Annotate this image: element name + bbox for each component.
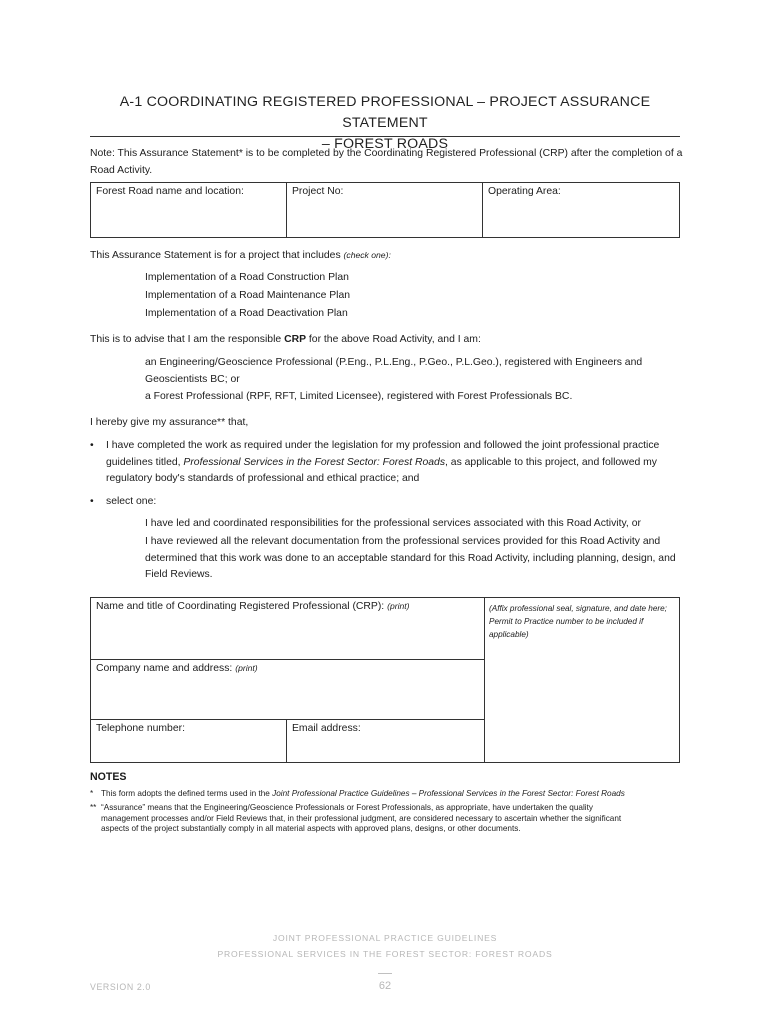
title-rule <box>90 136 680 137</box>
project-info-table <box>90 182 680 238</box>
plan-option-maintenance[interactable]: Implementation of a Road Maintenance Plan <box>145 290 351 301</box>
bullet-1-line-2: guidelines titled, Professional Services in the Forest Sector: Forest Roads, as applicable to this project, and followed my <box>106 456 657 468</box>
version-label: VERSION 2.0 <box>90 982 151 992</box>
includes-text: This Assurance Statement is for a project that includes <box>90 250 341 261</box>
project-no-field[interactable] <box>287 183 483 238</box>
advise-statement <box>90 332 481 349</box>
footer-guidelines: JOINT PROFESSIONAL PRACTICE GUIDELINES <box>272 933 498 943</box>
select-line-4: Field Reviews. <box>145 569 213 580</box>
project-no-label: Project No: <box>292 186 344 197</box>
seal-instructions: (Affix professional seal, signature, and date here; Permit to Practice number to be included if applicable) <box>489 604 667 639</box>
includes-statement <box>90 247 391 265</box>
bullet-2-text: select one: <box>106 496 157 507</box>
guideline-title: Professional Services in the Forest Sector: Forest Roads <box>183 456 446 468</box>
page-number: 62 <box>378 980 392 992</box>
plan-option-construction[interactable]: Implementation of a Road Construction Plan <box>145 272 349 283</box>
page-number-divider <box>378 973 392 974</box>
email-field[interactable] <box>287 720 485 763</box>
title-line-1: A-1 COORDINATING REGISTERED PROFESSIONAL – PROJECT ASSURANCE STATEMENT <box>119 94 651 131</box>
notes-heading: NOTES <box>90 771 127 783</box>
advise-crp: CRP <box>284 334 307 345</box>
company-field[interactable] <box>91 660 485 720</box>
email-label: Email address: <box>292 723 361 734</box>
note-1-guideline: Joint Professional Practice Guidelines – Professional Services in the Forest Sector: Forest Roads <box>272 789 625 798</box>
print-hint: (print) <box>387 601 410 611</box>
operating-area-label: Operating Area: <box>488 186 561 197</box>
note-line-2: Road Activity. <box>90 164 153 176</box>
form-note <box>90 146 690 179</box>
note-1-text: This form adopts the defined terms used in the Joint Professional Practice Guidelines – Professional Services in the Forest Sector: Forest Roads <box>101 789 625 798</box>
telephone-label: Telephone number: <box>96 723 185 734</box>
operating-area-field[interactable] <box>483 183 680 238</box>
bullet-2-marker: • <box>90 496 94 507</box>
bullet-1-text <box>106 438 691 488</box>
note-line-1: Note: This Assurance Statement* is to be completed by the Coordinating Registered Professional (CRP) after the completion of a <box>90 148 683 159</box>
crp-name-field[interactable] <box>91 598 485 660</box>
title-line-2: – FOREST ROADS <box>321 136 449 152</box>
advise-pre: This is to advise that I am the responsible <box>90 334 282 345</box>
select-option-reviewed[interactable] <box>145 534 690 584</box>
select-line-3: determined that this work was done to an acceptable standard for this Road Activity, including planning, design, and <box>145 552 676 564</box>
company-label: Company name and address: <box>96 663 233 674</box>
bullet-1-marker: • <box>90 440 94 451</box>
professional-option-engineering[interactable] <box>145 355 685 388</box>
telephone-field[interactable] <box>91 720 287 763</box>
bullet-1-line-1: I have completed the work as required under the legislation for my profession and followed the joint professional practice <box>106 440 660 451</box>
seal-box[interactable] <box>485 598 680 763</box>
signature-table <box>90 597 680 763</box>
professional-option-forest[interactable]: a Forest Professional (RPF, RFT, Limited Licensee), registered with Forest Professionals BC. <box>145 391 573 402</box>
print-hint: (print) <box>235 663 258 673</box>
select-option-led[interactable]: I have led and coordinated responsibilities for the professional services associated with this Road Activity, or <box>145 518 641 529</box>
note-2-marker: ** <box>90 803 97 812</box>
check-one-hint: (check one): <box>343 250 391 260</box>
bullet-1-line-3: regulatory body's standards of professional and ethical practice; and <box>106 473 420 484</box>
select-line-2: I have reviewed all the relevant documentation from the professional services provided for this Road Activity and <box>145 536 661 547</box>
prof-line-2: Geoscientists BC; or <box>145 373 240 385</box>
forest-road-label: Forest Road name and location: <box>96 186 244 197</box>
advise-post: for the above Road Activity, and I am: <box>308 334 481 345</box>
assurance-intro: I hereby give my assurance** that, <box>90 417 249 428</box>
prof-line-1: an Engineering/Geoscience Professional (P.Eng., P.L.Eng., P.Geo., P.L.Geo.), registered with Engineers and <box>145 357 643 368</box>
crp-name-label: Name and title of Coordinating Registered Professional (CRP): <box>96 601 385 612</box>
note-1-marker: * <box>90 789 94 798</box>
forest-road-field[interactable] <box>91 183 287 238</box>
note-2-text: “Assurance” means that the Engineering/Geoscience Professionals or Forest Professionals, as appropriate, have undertaken the quality management processes and/or Field Reviews that, in their professional judgment, are considered necessary to ascertain whether the significant aspects of the project substantially comply in all material aspects with approved plans, designs, or other documents. <box>101 803 622 834</box>
footer-subtitle: PROFESSIONAL SERVICES IN THE FOREST SECTOR: FOREST ROADS <box>217 949 553 959</box>
plan-option-deactivation[interactable]: Implementation of a Road Deactivation Plan <box>145 308 348 319</box>
